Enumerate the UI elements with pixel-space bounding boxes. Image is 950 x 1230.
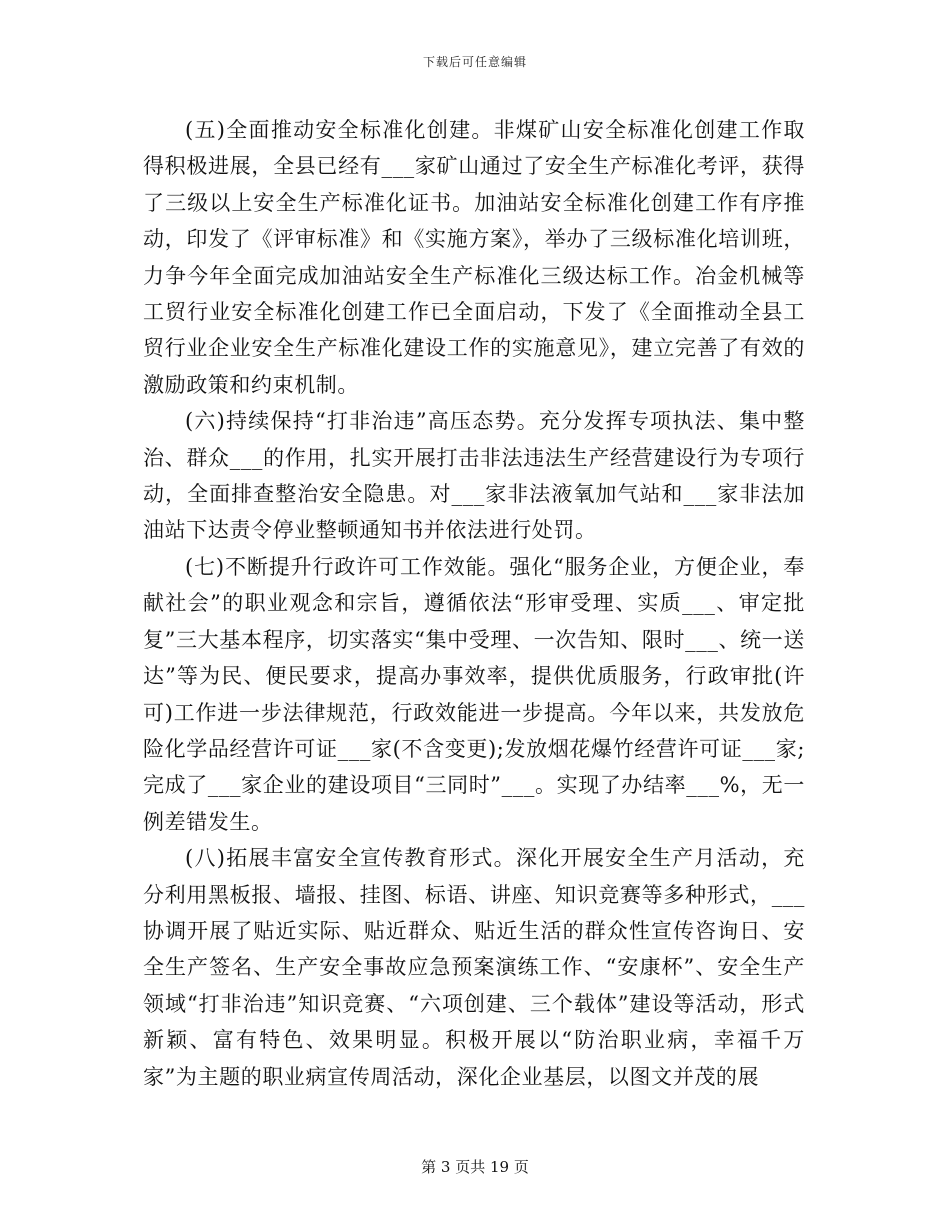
paragraph-7: (七)不断提升行政许可工作效能。强化“服务企业，方便企业，奉献社会”的职业观念和宗旨，遵循依法“形审受理、实质___、审定批复”三大基本程序，切实落实“集中受理、一次告知、限时___、统一送达”等为民、便民要求，提高办事效率，提供优质服务，行政审批(许可)工作进一步法律规范，行政效能进一步提高。今年以来，共发放危险化学品经营许可证___家(不含变更);发放烟花爆竹经营许可证___家;完成了___家企业的建设项目“三同时”___。实现了办结率___%，无一例差错发生。 — [143, 554, 805, 834]
paragraph-6: (六)持续保持“打非治违”高压态势。充分发挥专项执法、集中整治、群众___的作用，扎实开展打击非法违法生产经营建设行为专项行动，全面排查整治安全隐患。对___家非法液氧加气站和___家非法加油站下达责令停业整顿通知书并依法进行处罚。 — [143, 409, 805, 543]
page-header: 下载后可任意编辑 — [422, 55, 527, 69]
page-footer: 第 3 页共 19 页 — [421, 1158, 529, 1176]
paragraph-5: (五)全面推动安全标准化创建。非煤矿山安全标准化创建工作取得积极进展，全县已经有___家矿山通过了安全生产标准化考评，获得了三级以上安全生产标准化证书。加油站安全标准化创建工作有序推动，印发了《评审标准》和《实施方案》，举办了三级标准化培训班，力争今年全面完成加油站安全生产标准化三级达标工作。冶金机械等工贸行业安全标准化创建工作已全面启动，下发了《全面推动全县工贸行业企业安全生产标准化建设工作的实施意见》，建立完善了有效的激励政策和约束机制。 — [143, 118, 805, 397]
document-body — [143, 112, 805, 1095]
paragraph-8: (八)拓展丰富安全宣传教育形式。深化开展安全生产月活动，充分利用黑板报、墙报、挂图、标语、讲座、知识竞赛等多种形式，___协调开展了贴近实际、贴近群众、贴近生活的群众性宣传咨询日、安全生产签名、生产安全事故应急预案演练工作、“安康杯”、安全生产领域“打非治违”知识竞赛、“六项创建、三个载体”建设等活动，形式新颖、富有特色、效果明显。积极开展以“防治职业病，幸福千万家”为主题的职业病宣传周活动，深化企业基层，以图文并茂的展 — [143, 846, 805, 1089]
